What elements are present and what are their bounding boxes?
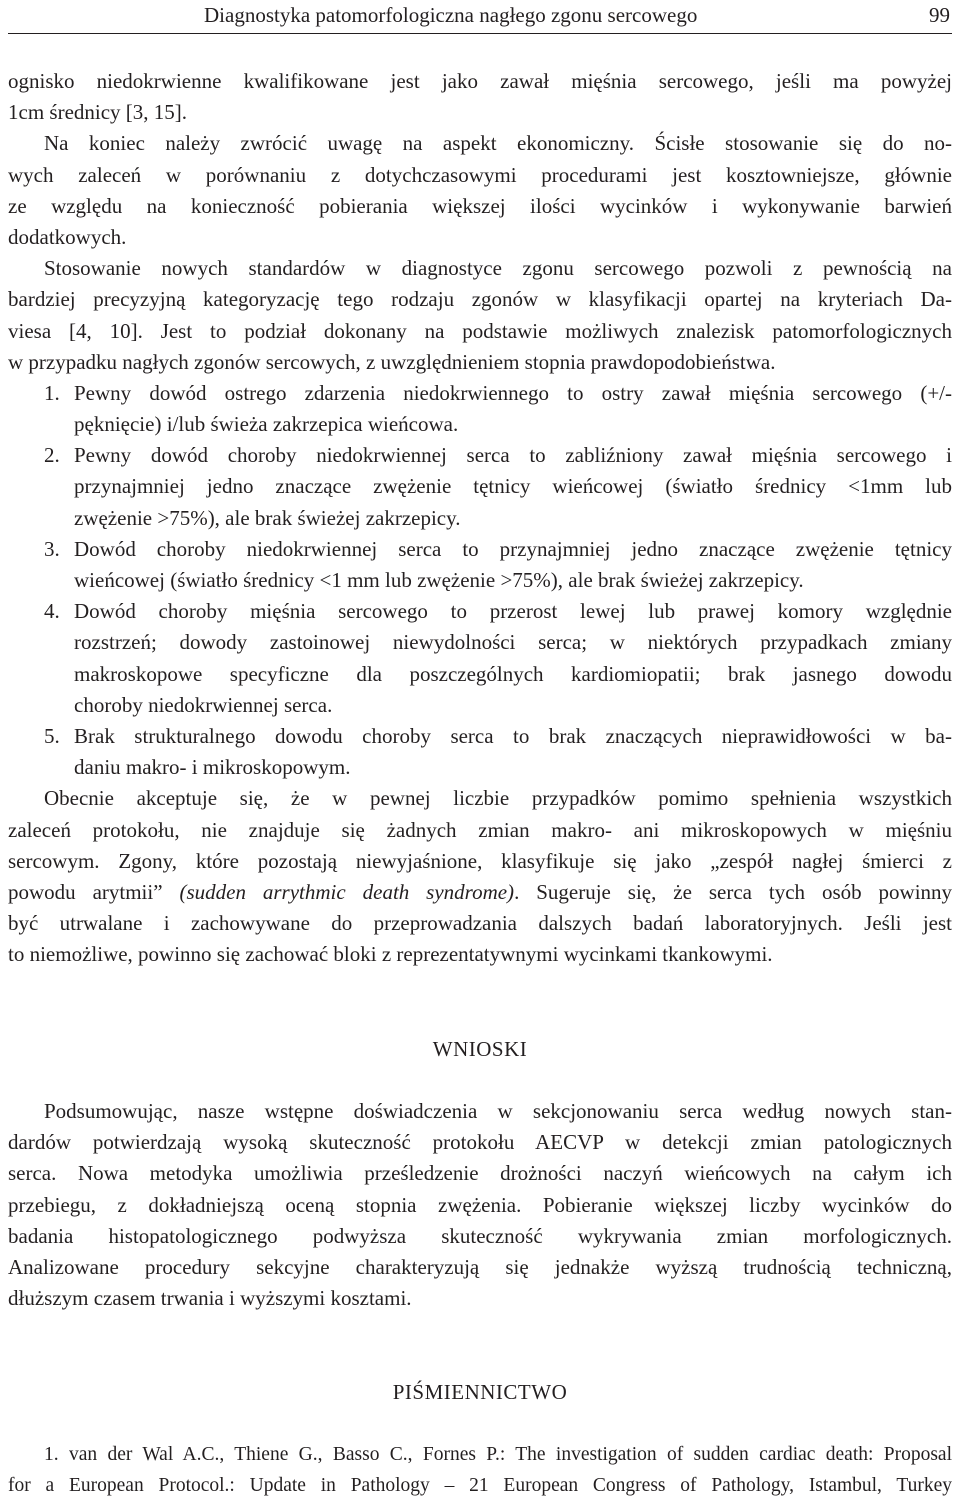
text-line: Analizowane procedury sekcyjne charakteryzują się jednakże wyższą trudnością techniczną, <box>8 1254 952 1279</box>
text-line: zaleceń protokołu, nie znajduje się żadnych zmian makro- ani mikroskopowych w mięśniu <box>8 817 952 842</box>
italic-term: (sudden arrythmic death syndrome) <box>179 879 515 904</box>
list-text: Brak strukturalnego dowodu choroby serca to brak znaczących nieprawidłowości w ba- <box>74 723 952 748</box>
text-line: Stosowanie nowych standardów w diagnostyce zgonu sercowego pozwoli z pewnością na <box>44 256 952 281</box>
reference-item-continuation: for a European Protocol.: Update in Pathology – 21 European Congress of Pathology, Istambul, Turkey <box>8 1475 952 1497</box>
conclusions-text <box>8 1096 952 1314</box>
text-line: sercowym. Zgony, które pozostają niewyjaśnione, klasyfikuje się jako „zespół nagłej śmierci z <box>8 848 952 873</box>
list-text: Dowód choroby niedokrwiennej serca to przynajmniej jedno znaczące zwężenie tętnicy <box>74 536 952 561</box>
text-fragment: powodu arytmii” <box>8 879 163 904</box>
text-line: ognisko niedokrwienne kwalifikowane jest jako zawał mięśnia sercowego, jeśli ma powyżej <box>8 69 952 93</box>
list-text: Pewny dowód ostrego zdarzenia niedokrwiennego to ostry zawał mięśnia sercowego (+/- <box>74 380 952 405</box>
running-header <box>8 0 952 34</box>
list-item <box>8 378 952 409</box>
list-number: 5. <box>44 723 60 748</box>
list-item-continuation: choroby niedokrwiennej serca. <box>74 692 333 717</box>
list-text: Dowód choroby mięśnia sercowego to przerost lewej lub prawej komory względnie <box>74 599 952 624</box>
text-line: dłuższym czasem trwania i wyższymi kosztami. <box>8 1286 412 1311</box>
list-text: Pewny dowód choroby niedokrwiennej serca to zabliźniony zawał mięśnia sercowego i <box>74 443 952 468</box>
section-heading-conclusions: WNIOSKI <box>432 1037 528 1061</box>
reference-list <box>8 1439 952 1501</box>
text-line: dodatkowych. <box>8 224 127 249</box>
text-line: wych zaleceń w porównaniu z dotychczasowymi procedurami jest kosztowniejsze, głównie <box>8 162 952 187</box>
text-line: Podsumowując, nasze wstępne doświadczenia w sekcjonowaniu serca według nowych stan- <box>44 1099 952 1123</box>
list-item-continuation: rozstrzeń; dowody zastoinowej niewydolności serca; w niektórych przypadkach zmiany <box>74 630 952 655</box>
list-item-continuation: pęknięcie) i/lub świeża zakrzepica wieńcowa. <box>74 412 459 437</box>
list-item-continuation: wieńcowej (światło średnicy <1 mm lub zwężenie >75%), ale brak świeżej zakrzepicy. <box>74 568 804 592</box>
main-text <box>8 66 952 970</box>
text-line: być utrwalane i zachowywane do przeprowadzania dalszych badań laboratoryjnych. Jeśli jest <box>8 911 952 936</box>
text-line: Na koniec należy zwrócić uwagę na aspekt ekonomiczny. Ścisłe stosowanie się do no- <box>44 131 952 156</box>
running-title: Diagnostyka patomorfologiczna nagłego zgonu sercowego <box>204 3 698 27</box>
text-line: w przypadku nagłych zgonów sercowych, z uwzględnieniem stopnia prawdopodobieństwa. <box>8 349 776 374</box>
text-fragment: . Sugeruje się, że serca tych osób powinny <box>514 879 953 904</box>
text-line: viesa [4, 10]. Jest to podział dokonany na podstawie możliwych znalezisk patomorfologicznych <box>8 318 952 343</box>
text-line: badania histopatologicznego podwyższa skuteczność wykrywania zmian morfologicznych. <box>8 1223 952 1248</box>
list-item <box>8 534 952 565</box>
list-number: 1. <box>44 380 60 405</box>
text-line: ze względu na konieczność pobierania większej ilości wycinków i wykonywanie barwień <box>8 193 952 218</box>
list-number: 4. <box>44 599 60 624</box>
list-item-continuation: przynajmniej jedno znaczące zwężenie tętnicy wieńcowej (światło średnicy <1mm lub <box>74 474 952 499</box>
list-item <box>8 440 952 471</box>
list-item-continuation: makroskopowe specyficzne dla poszczególnych kardiomiopatii; brak jasnego dowodu <box>74 661 952 686</box>
page-number: 99 <box>929 3 950 27</box>
list-item <box>8 596 952 627</box>
list-number: 2. <box>44 443 60 468</box>
section-heading-references: PIŚMIENNICTWO <box>392 1380 568 1404</box>
text-line: dardów potwierdzają wysoką skuteczność protokołu AECVP w detekcji zmian patologicznych <box>8 1130 952 1155</box>
text-line: bardziej precyzyjną kategoryzację tego rodzaju zgonów w klasyfikacji opartej na kryteriach Da- <box>8 287 952 312</box>
list-number: 3. <box>44 536 60 561</box>
text-line <box>8 877 952 908</box>
text-line: Obecnie akceptuje się, że w pewnej liczbie przypadków pomimo spełnienia wszystkich <box>44 786 952 811</box>
list-item-continuation: zwężenie >75%), ale brak świeżej zakrzepicy. <box>74 505 461 530</box>
list-item <box>8 721 952 752</box>
reference-item: 1. van der Wal A.C., Thiene G., Basso C., Fornes P.: The investigation of sudden cardiac death: Proposal <box>44 1444 952 1465</box>
text-line: to niemożliwe, powinno się zachować bloki z reprezentatywnymi wycinkami tkankowymi. <box>8 942 773 967</box>
text-line: przebiegu, z dokładniejszą oceną stopnia zwężenia. Pobieranie większej liczby wycinków do <box>8 1192 952 1217</box>
text-line: 1cm średnicy [3, 15]. <box>8 100 188 125</box>
list-item-continuation: daniu makro- i mikroskopowym. <box>74 755 351 780</box>
text-line: serca. Nowa metodyka umożliwia prześledzenie drożności naczyń wieńcowych na całym ich <box>8 1161 952 1186</box>
